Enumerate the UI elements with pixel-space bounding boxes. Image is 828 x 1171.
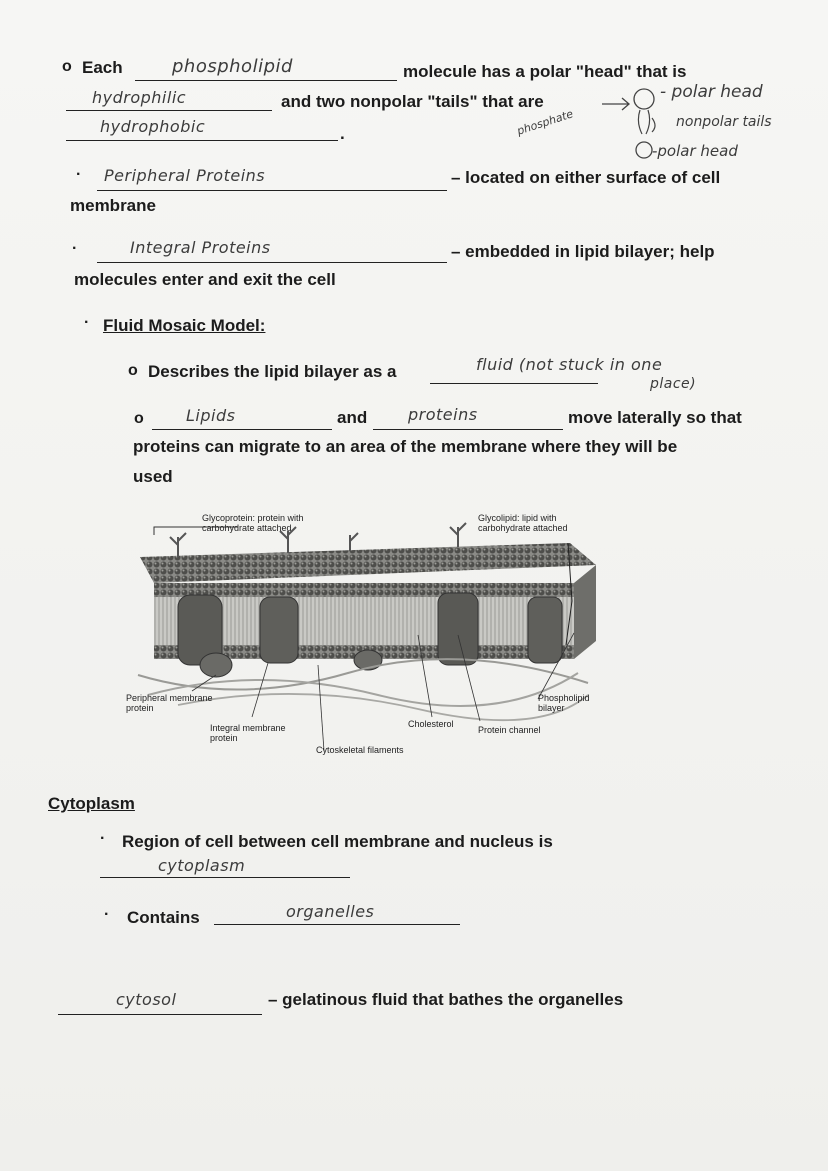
text-contains: Contains	[127, 908, 200, 927]
answer-fluid-cont: place)	[650, 376, 697, 392]
bullet-dot: ·	[100, 830, 106, 847]
text-region: Region of cell between cell membrane and nucleus is	[122, 832, 553, 851]
bullet-circle: o	[134, 410, 144, 427]
blank-line	[58, 1014, 262, 1015]
label-phospholipid-bilayer: Phospholipid bilayer	[538, 693, 590, 713]
bullet-dot: ·	[84, 314, 90, 331]
blank-line	[66, 140, 338, 141]
text-cytosol-desc: – gelatinous fluid that bathes the organelles	[268, 990, 624, 1009]
label-protein-channel: Protein channel	[478, 725, 541, 735]
blank-line	[152, 429, 332, 430]
bullet-circle: o	[128, 362, 138, 379]
blank-line	[214, 924, 460, 925]
blank-line	[97, 262, 447, 263]
label-cholesterol: Cholesterol	[408, 719, 454, 729]
answer-organelles: organelles	[286, 902, 375, 921]
blank-line	[97, 190, 447, 191]
answer-cytoplasm: cytoplasm	[158, 856, 246, 875]
label-peripheral-protein: Peripheral membrane protein	[126, 693, 213, 713]
label-glycoprotein: Glycoprotein: protein with carbohydrate attached	[202, 513, 304, 533]
cell-membrane-diagram	[118, 505, 608, 765]
text-two-tails: and two nonpolar "tails" that are	[281, 92, 544, 111]
text-period: .	[340, 124, 345, 143]
text-peripheral-desc: – located on either surface of cell	[451, 168, 721, 187]
bullet-circle: o	[62, 58, 72, 75]
annotation-polar-head-2: -polar head	[652, 142, 738, 160]
text-proteins-migrate: proteins can migrate to an area of the membrane where they will be	[133, 437, 678, 456]
text-membrane: membrane	[70, 196, 156, 215]
answer-fluid: fluid (not stuck in one	[476, 355, 663, 374]
label-integral-protein: Integral membrane protein	[210, 723, 286, 743]
blank-line	[373, 429, 563, 430]
blank-line	[66, 110, 272, 111]
answer-cytosol: cytosol	[116, 990, 177, 1009]
heading-fluid-mosaic: Fluid Mosaic Model:	[103, 316, 266, 335]
text-each: Each	[82, 58, 123, 77]
heading-cytoplasm: Cytoplasm	[48, 794, 135, 813]
blank-line	[100, 877, 350, 878]
answer-hydrophobic: hydrophobic	[100, 117, 206, 136]
text-and: and	[337, 408, 368, 427]
answer-hydrophilic: hydrophilic	[92, 88, 187, 107]
answer-phospholipid: phospholipid	[172, 56, 293, 77]
text-move-laterally: move laterally so that	[568, 408, 742, 427]
bullet-dot: ·	[76, 166, 82, 183]
annotation-nonpolar-tails: nonpolar tails	[676, 114, 772, 130]
annotation-phosphate: phosphate	[515, 107, 575, 138]
answer-lipids: Lipids	[186, 406, 236, 425]
annotation-polar-head: - polar head	[660, 82, 763, 102]
text-integral-cont: molecules enter and exit the cell	[74, 270, 336, 289]
blank-line	[135, 80, 397, 81]
bullet-dot: ·	[104, 906, 110, 923]
text-used: used	[133, 467, 173, 486]
text-polar-head: molecule has a polar "head" that is	[403, 62, 687, 81]
text-integral-desc: – embedded in lipid bilayer; help	[451, 242, 715, 261]
text-describes: Describes the lipid bilayer as a	[148, 362, 397, 381]
label-cytoskeletal-filaments: Cytoskeletal filaments	[316, 745, 404, 755]
answer-proteins: proteins	[408, 405, 478, 424]
answer-peripheral-proteins: Peripheral Proteins	[104, 166, 266, 185]
bullet-dot: ·	[72, 240, 78, 257]
blank-line	[430, 383, 598, 384]
answer-integral-proteins: Integral Proteins	[130, 238, 271, 257]
label-glycolipid: Glycolipid: lipid with carbohydrate attached	[478, 513, 568, 533]
